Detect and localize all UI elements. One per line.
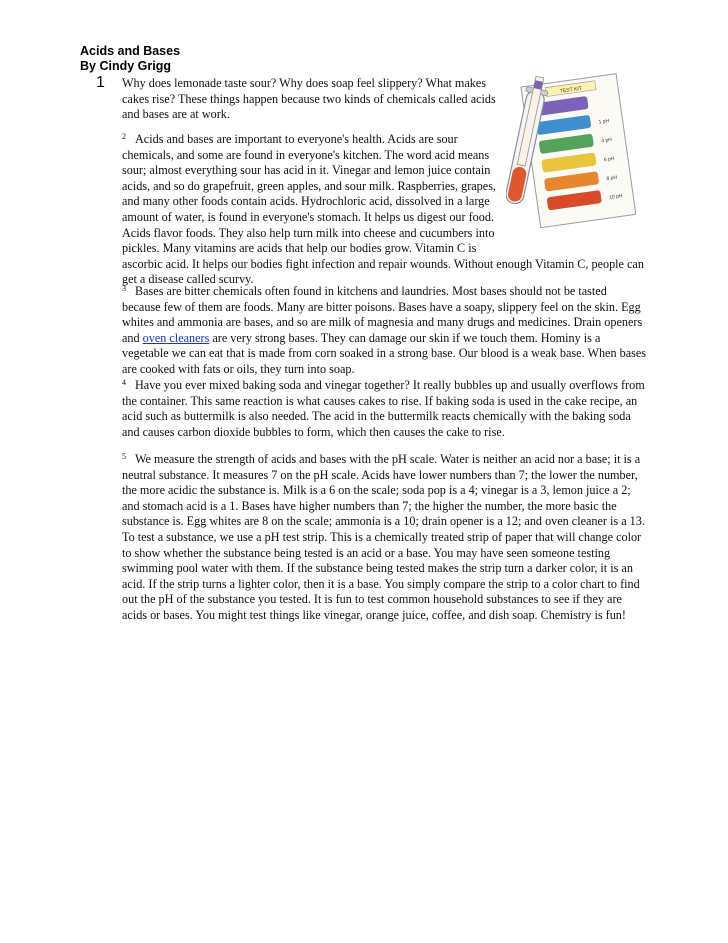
oven-cleaners-link[interactable]: oven cleaners — [142, 330, 210, 345]
paragraph-4-text: Have you ever mixed baking soda and vinegar together? It really bubbles up and usually overflows from the container. This same reaction is what causes cakes to rise. If baking soda is used in the cake recipe, an acid such as buttermilk is also needed. The acid in the buttermilk reacts chemically with the baking soda and causes carbon dioxide bubbles to form, which then causes the cake to rise. — [122, 378, 645, 439]
paragraph-3-text-end: are very strong bases. They can damage our skin if we touch them. Hominy is a vegetable we can eat that is made from corn soaked in a strong base. Our blood is a weak base. When bases are cooked with fats or oils, they turn into soap. — [122, 330, 646, 376]
paragraph-number-5: 5 — [122, 452, 126, 461]
ph-chart-svg — [506, 68, 636, 233]
ph-label: 4 pH — [600, 136, 613, 145]
paragraph-1-text: Why does lemonade taste sour? Why does soap feel slippery? What makes cakes rise? These things happen because two kinds of chemicals called acids and bases are at work. — [122, 76, 496, 122]
paragraph-number-4: 4 — [122, 378, 126, 387]
ph-label: 1 pH — [598, 118, 610, 126]
paragraph-1 — [122, 76, 514, 123]
author-byline: By Cindy Grigg — [80, 59, 171, 73]
paragraph-3-text-start: Bases are bitter chemicals often found in kitchens and laundries. Most bases should not be tasted because few of them are foods. Many are bitter poisons. Bases have a soapy, slippery feel on the skin. Egg whites and ammonia are bases, and so are milk of magnesia and many drugs and medicines. Drain openers and — [122, 284, 643, 345]
paragraph-4 — [122, 375, 647, 440]
paragraph-5 — [122, 449, 647, 624]
paragraph-number-3: 3 — [122, 284, 126, 293]
paragraph-number-1: 1 — [96, 74, 105, 91]
chart-header-text: TEST KIT — [559, 85, 583, 95]
ph-label: 6 pH — [603, 155, 615, 164]
ph-test-kit-illustration — [506, 68, 636, 233]
document-title: Acids and Bases — [80, 44, 181, 58]
paragraph-5-text: We measure the strength of acids and bases with the pH scale. Water is neither an acid nor a base; it is a neutral substance. It measures 7 on the pH scale. Acids have lower numbers than 7; the lower the number, the more acidic the substance is. Milk is a 6 on the scale; soda pop is a 4; vinegar is a 3, lemon juice a 2; and stomach acid is a 1. Bases have higher numbers than 7; the higher the number, the more basic the substance is. Egg whites are 8 on the scale; ammonia is a 10; drain opener is a 12; and oven cleaner is a 13. To test a substance, we use a pH test strip. This is a chemically treated strip of paper that will change color to show whether the substance being tested is an acid or a base. You may have seen someone testing swimming pool water with them. If the substance being tested makes the strip turn a darker color, it is an acid. If the strip turns a lighter color, then it is a base. You simply compare the strip to a color chart to find out the pH of the substance you tested. It is fun to test common household substances to see if they are acids or bases. You might test things like vinegar, orange juice, coffee, and dish soap. Chemistry is fun! — [122, 452, 645, 622]
ph-label: 10 pH — [608, 193, 623, 201]
ph-label: 8 pH — [606, 174, 618, 183]
paragraph-3 — [122, 281, 647, 378]
paragraph-2-text: Acids and bases are important to everyone's health. Acids are sour chemicals, and some are found in everyone's kitchen. The word acid means sour; almost everything sour has acid in it. Vinegar and lemon juice contain acids, and so do grapefruit, green apples, and sour milk. Raspberries, grapes, and many other foods contain acids. Hydrochloric acid, dissolved in a large amount of water, is found in everyone's stomach. It helps us digest our food. Acids flavor foods. They also help turn milk into cheese and cucumbers into pickles. Many vitamins are acids that help our bodies grow. Vitamin C is ascorbic acid. It helps our bodies fight infection and repair wounds. Without enough Vitamin C, people can get a disease called scurvy. — [122, 132, 644, 287]
test-strip-pad — [534, 80, 543, 89]
paragraph-number-2: 2 — [122, 132, 126, 141]
